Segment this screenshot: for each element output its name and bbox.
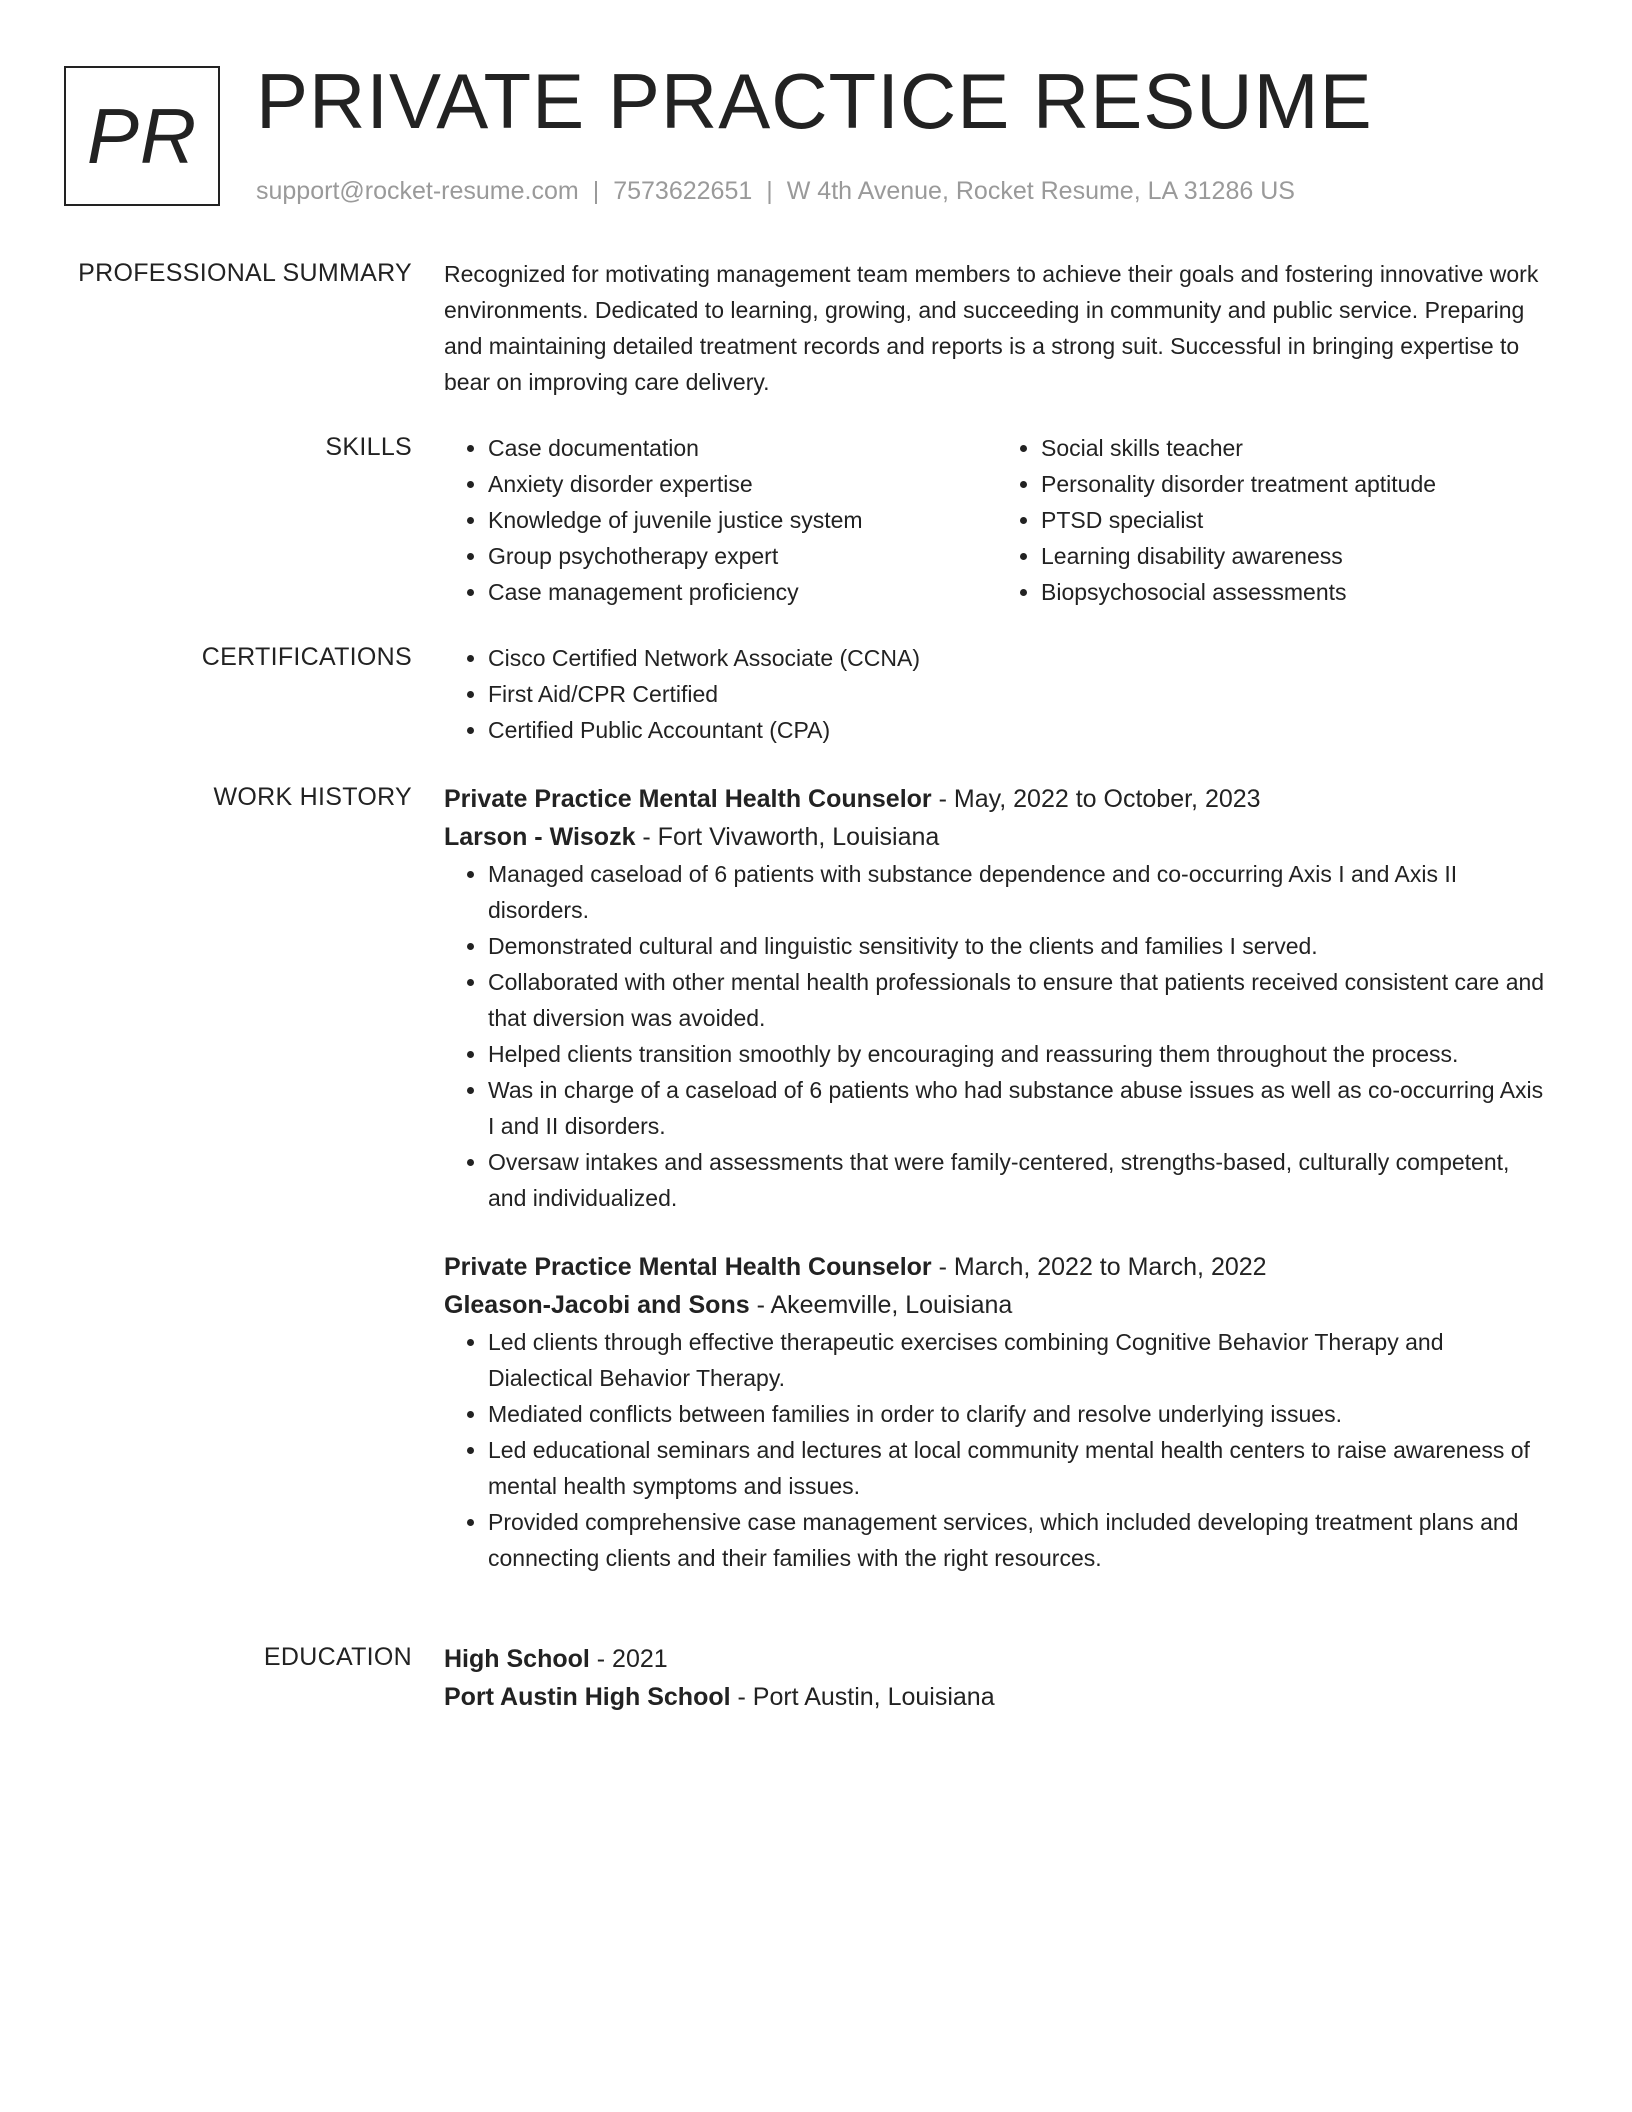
job-dates: - May, 2022 to October, 2023 [931, 785, 1261, 813]
job-dates: - March, 2022 to March, 2022 [931, 1253, 1267, 1281]
skill-item: • Anxiety disorder expertise [488, 466, 997, 502]
summary-text: Recognized for motivating management team members to achieve their goals and fostering innovative work environments. Dedicated to learning, growing, and succeeding in community and public service. Preparing and maintaining detailed treatment records and reports is a strong suit. Successful in bringing expertise to bear on improving care delivery. [444, 261, 1539, 395]
skill-item: • Personality disorder treatment aptitude [1041, 466, 1550, 502]
contact-phone: 7573622651 [613, 177, 753, 205]
job-company-line [444, 818, 1550, 856]
skill-item: • PTSD specialist [1041, 502, 1550, 538]
job-location: - Fort Vivaworth, Louisiana [635, 823, 940, 851]
job-entry [444, 780, 1550, 1216]
job-location: - Akeemville, Louisiana [749, 1291, 1013, 1319]
education-degree-line [444, 1640, 1550, 1678]
job-bullet: • Helped clients transition smoothly by encouraging and reassuring them throughout the process. [488, 1036, 1550, 1072]
job-role-line [444, 780, 1550, 818]
skills-list-right [997, 430, 1550, 610]
certifications-heading: CERTIFICATIONS [201, 643, 412, 671]
education-year: - 2021 [589, 1645, 668, 1673]
job-bullet: • Was in charge of a caseload of 6 patients who had substance abuse issues as well as co-occurring Axis I and II disorders. [488, 1072, 1550, 1144]
work-history-heading: WORK HISTORY [213, 783, 412, 811]
skill-item: • Knowledge of juvenile justice system [488, 502, 997, 538]
contact-separator: | [766, 177, 773, 205]
job-bullet: • Provided comprehensive case management services, which included developing treatment plans and connecting clients and their families with the right resources. [488, 1504, 1550, 1576]
job-bullet: • Managed caseload of 6 patients with substance dependence and co-occurring Axis I and Axis II disorders. [488, 856, 1550, 928]
job-entry [444, 1248, 1550, 1576]
job-company: Larson - Wisozk [444, 823, 636, 851]
education-school: Port Austin High School [444, 1683, 731, 1711]
skill-item: • Case management proficiency [488, 574, 997, 610]
contact-address: W 4th Avenue, Rocket Resume, LA 31286 US [786, 177, 1295, 205]
skill-item: • Case documentation [488, 430, 997, 466]
skills-heading: SKILLS [325, 433, 412, 461]
job-bullets [444, 856, 1550, 1216]
contact-separator: | [592, 177, 600, 205]
work-history-body [444, 780, 1550, 1576]
resume-title: PRIVATE PRACTICE RESUME [256, 57, 1373, 145]
summary-heading: PROFESSIONAL SUMMARY [78, 259, 412, 287]
summary-body [444, 256, 1550, 400]
education-degree: High School [444, 1645, 590, 1673]
job-bullet: • Led educational seminars and lectures at local community mental health centers to raise awareness of mental health symptoms and issues. [488, 1432, 1550, 1504]
certification-item: • Certified Public Accountant (CPA) [488, 712, 1550, 748]
contact-email: support@rocket-resume.com [256, 177, 579, 205]
job-bullet: • Mediated conflicts between families in order to clarify and resolve underlying issues. [488, 1396, 1550, 1432]
job-bullet: • Led clients through effective therapeutic exercises combining Cognitive Behavior Therapy and Dialectical Behavior Therapy. [488, 1324, 1550, 1396]
certification-item: • Cisco Certified Network Associate (CCNA) [488, 640, 1550, 676]
certification-item: • First Aid/CPR Certified [488, 676, 1550, 712]
certifications-body [444, 640, 1550, 748]
skill-item: • Biopsychosocial assessments [1041, 574, 1550, 610]
skill-item: • Group psychotherapy expert [488, 538, 997, 574]
skills-body [444, 430, 1550, 610]
skill-item: • Social skills teacher [1041, 430, 1550, 466]
job-bullet: • Collaborated with other mental health professionals to ensure that patients received consistent care and that diversion was avoided. [488, 964, 1550, 1036]
job-company-line [444, 1286, 1550, 1324]
skill-item: • Learning disability awareness [1041, 538, 1550, 574]
job-bullets [444, 1324, 1550, 1576]
job-role: Private Practice Mental Health Counselor [444, 785, 932, 813]
education-body [444, 1640, 1550, 1716]
contact-line [256, 174, 1295, 208]
job-bullet: • Oversaw intakes and assessments that were family-centered, strengths-based, culturally competent, and individualized. [488, 1144, 1550, 1216]
job-role: Private Practice Mental Health Counselor [444, 1253, 932, 1281]
education-heading: EDUCATION [263, 1643, 412, 1671]
monogram-badge: PR [64, 66, 220, 206]
job-bullet: • Demonstrated cultural and linguistic sensitivity to the clients and families I served. [488, 928, 1550, 964]
job-company: Gleason-Jacobi and Sons [444, 1291, 750, 1319]
education-location: - Port Austin, Louisiana [730, 1683, 995, 1711]
skills-list-left [444, 430, 997, 610]
job-role-line [444, 1248, 1550, 1286]
education-school-line [444, 1678, 1550, 1716]
certifications-list [444, 640, 1550, 748]
